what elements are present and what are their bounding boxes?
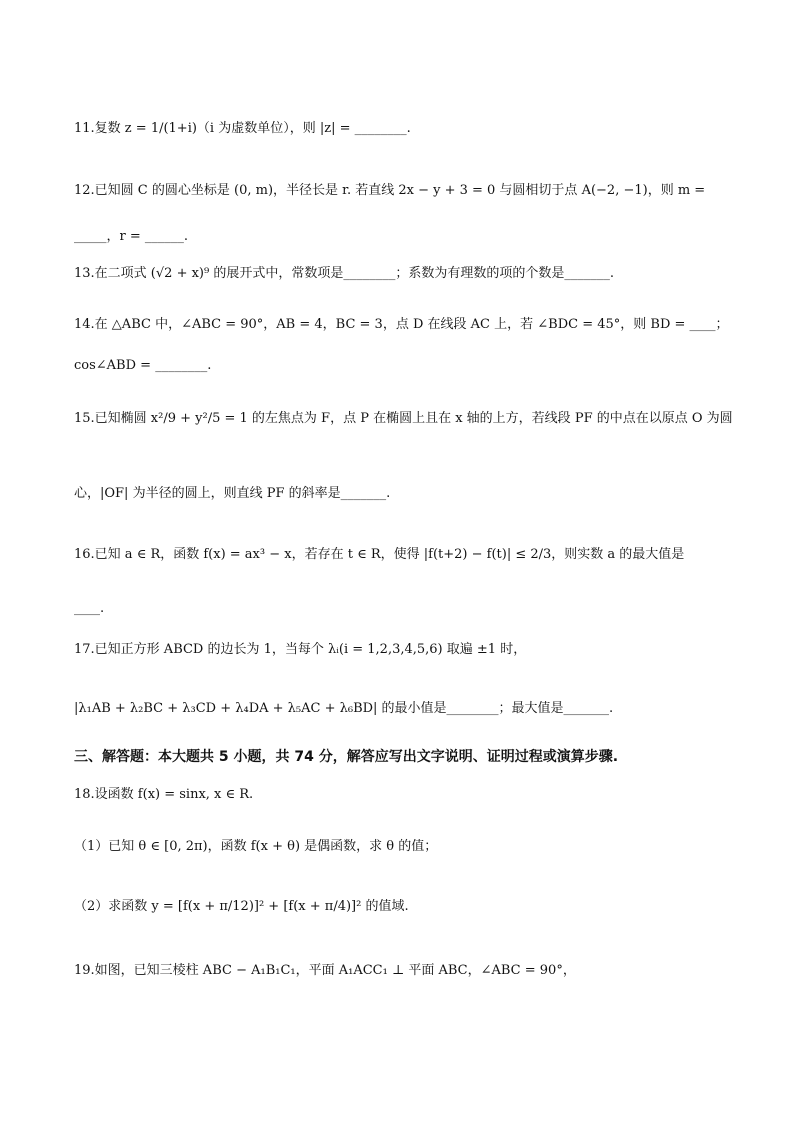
question-18-stem: 18.设函数 f(x) = sinx, x ∈ R. [74,787,254,802]
question-18-part2: （2）求函数 y = [f(x + π/12)]² + [f(x + π/4)]² 的值域. [74,899,409,914]
question-18-part1: （1）已知 θ ∈ [0, 2π)，函数 f(x + θ) 是偶函数，求 θ 的值； [74,839,438,854]
question-16-line1: 16.已知 a ∈ R，函数 f(x) = ax³ − x，若存在 t ∈ R，使得 |f(t+2) − f(t)| ≤ 2/3，则实数 a 的最大值是 [74,547,685,562]
question-17-line1: 17.已知正方形 ABCD 的边长为 1，当每个 λᵢ(i = 1,2,3,4,5,6) 取遍 ±1 时， [74,642,527,657]
question-14-line2: cos∠ABD = ________. [74,358,212,373]
question-16-line2: ____. [74,601,105,616]
question-12-line2: _____，r = ______. [74,229,189,244]
question-19-stem: 19.如图，已知三棱柱 ABC − A₁B₁C₁，平面 A₁ACC₁ ⊥ 平面 ABC，∠ABC = 90°， [74,963,576,978]
question-14-line1: 14.在 △ABC 中，∠ABC = 90°，AB = 4，BC = 3，点 D 在线段 AC 上，若 ∠BDC = 45°，则 BD = ____； [74,317,729,332]
question-11: 11.复数 z = 1/(1+i)（i 为虚数单位），则 |z| = ________. [74,121,411,136]
question-17-line2: |λ₁AB + λ₂BC + λ₃CD + λ₄DA + λ₅AC + λ₆BD| 的最小值是________；最大值是_______. [74,701,614,716]
question-13: 13.在二项式 (√2 + x)⁹ 的展开式中，常数项是________；系数为有理数的项的个数是_______. [74,266,614,281]
question-15-line2: 心，|OF| 为半径的圆上，则直线 PF 的斜率是_______. [74,486,391,501]
section-3-heading: 三、解答题：本大题共 5 小题，共 74 分，解答应写出文字说明、证明过程或演算步骤. [74,749,619,765]
question-12-line1: 12.已知圆 C 的圆心坐标是 (0, m)，半径长是 r. 若直线 2x − y + 3 = 0 与圆相切于点 A(−2, −1)，则 m = [74,183,706,198]
question-15-line1: 15.已知椭圆 x²/9 + y²/5 = 1 的左焦点为 F，点 P 在椭圆上且在 x 轴的上方，若线段 PF 的中点在以原点 O 为圆 [74,411,733,426]
